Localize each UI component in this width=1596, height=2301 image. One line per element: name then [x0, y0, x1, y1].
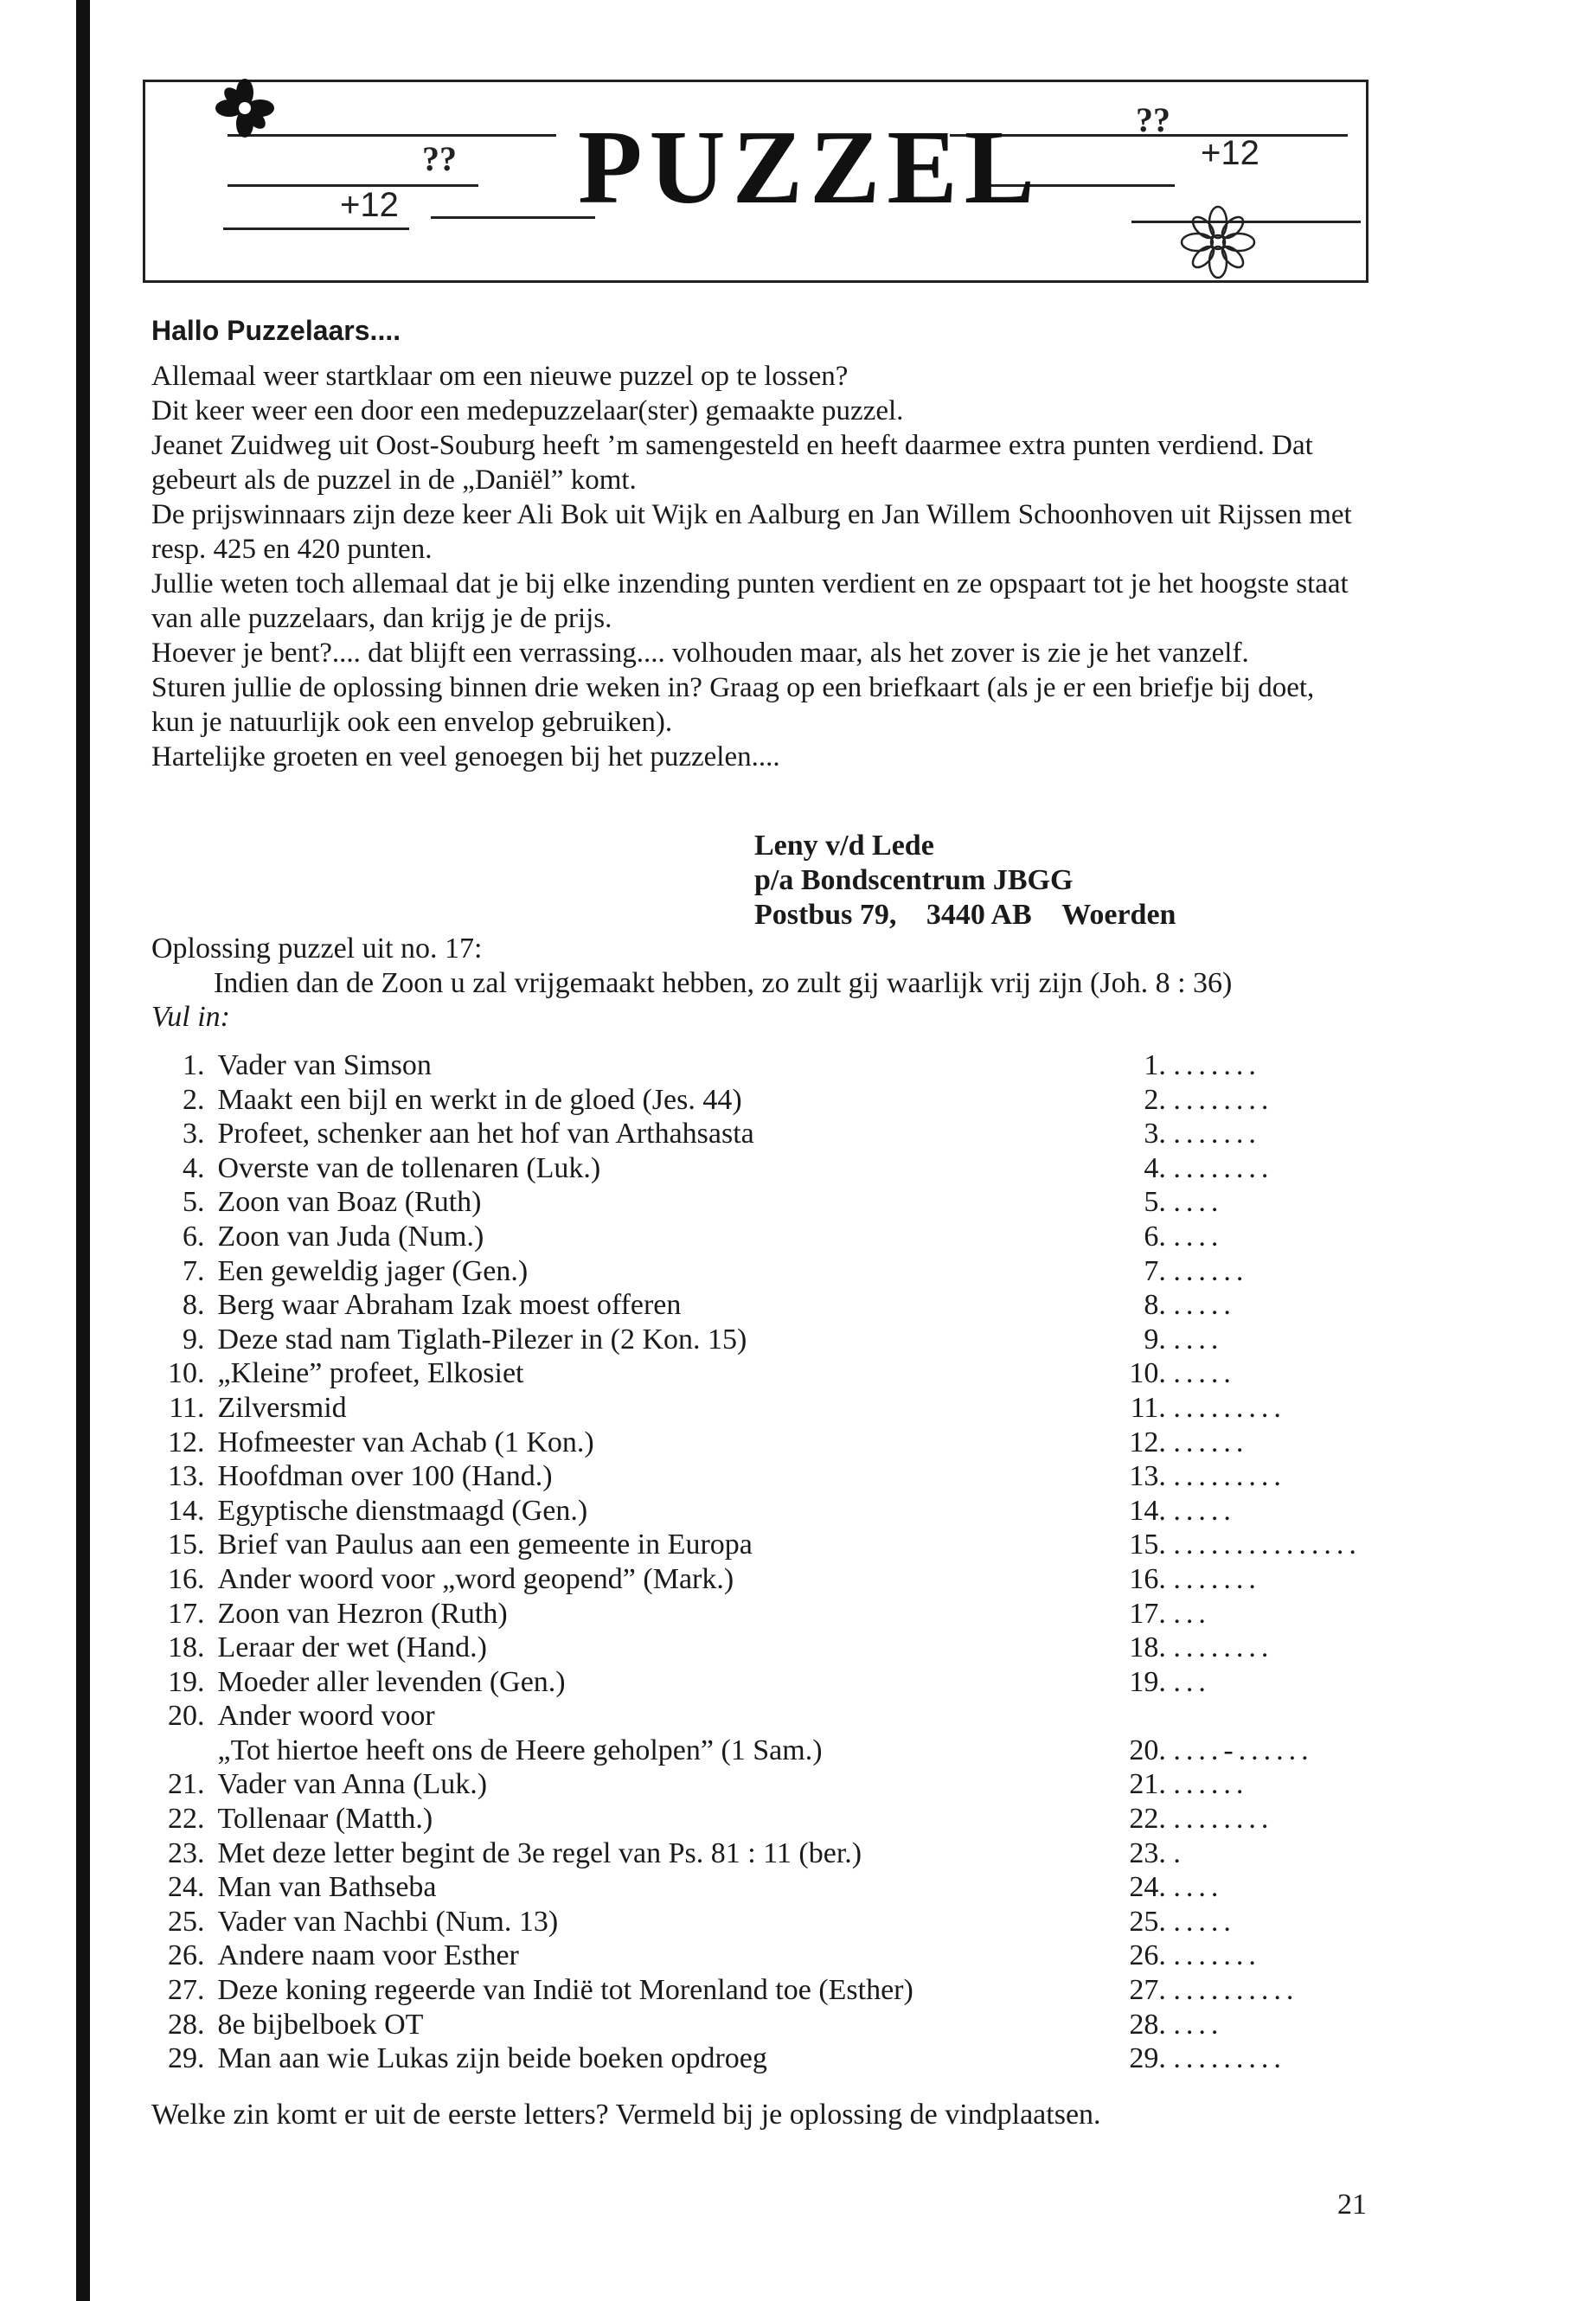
clue-text: Andere naam voor Esther [217, 1939, 519, 1972]
answer-slot-dots: ....... [1173, 1939, 1261, 1972]
answer-slot-dots: ... [1173, 1665, 1211, 1698]
answer-slot-number: 27. [1129, 1974, 1166, 2007]
clue-text: Een geweldig jager (Gen.) [217, 1254, 529, 1287]
answer-slot [1114, 2008, 1406, 2042]
answer-slot-number: 4. [1144, 1151, 1166, 1184]
clue-row [151, 1631, 1406, 1665]
banner-question-marks: ?? [1136, 100, 1170, 139]
clue-text: Zoon van Juda (Num.) [217, 1220, 484, 1253]
clue-row [151, 1323, 1406, 1357]
closing-question: Welke zin komt er uit de eerste letters? Vermeld bij je oplossing de vindplaatsen. [151, 2099, 1101, 2131]
signature-city: Woerden [1061, 899, 1176, 931]
clue-text: Met deze letter begint de 3e regel van Ps. 81 : 11 (ber.) [217, 1836, 862, 1869]
solution-text: Indien dan de Zoon u zal vrijgemaakt hebben, zo zult gij waarlijk vrij zijn (Joh. 8 : 36) [214, 967, 1233, 999]
clue-number: 16. [167, 1562, 205, 1595]
clue-number: 21. [167, 1768, 205, 1801]
intro-line: Jeanet Zuidweg uit Oost-Souburg heeft ’m samengesteld en heeft daarmee extra punten verdiend. Dat gebeurt als de puzzel in de „Daniël” komt. [151, 430, 1313, 496]
clue-row [151, 1117, 1406, 1151]
answer-slot-number: 26. [1129, 1939, 1166, 1972]
answer-slot-dots: ......... [1173, 1391, 1286, 1424]
signature-postcode: 3440 AB [926, 899, 1032, 931]
answer-slot-dots: .... [1173, 2008, 1224, 2041]
answer-slot [1114, 1597, 1406, 1631]
clue-number: 13. [167, 1460, 205, 1493]
answer-slot-number: 7. [1144, 1254, 1166, 1287]
puzzle-banner [143, 80, 1368, 283]
clue-text: „Tot hiertoe heeft ons de Heere geholpen” (1 Sam.) [217, 1734, 823, 1766]
answer-slot [1114, 1083, 1406, 1118]
page-number: 21 [1337, 2189, 1367, 2221]
flower-icon [210, 74, 279, 143]
clue-number: 5. [182, 1186, 205, 1219]
instruction-label: Vul in: [151, 1001, 230, 1033]
clue-row [151, 1665, 1406, 1700]
answer-slot [1114, 1117, 1406, 1151]
clue-text: Zilversmid [217, 1391, 347, 1424]
answer-slot [1114, 1185, 1406, 1220]
answer-slot [1114, 1426, 1406, 1460]
clue-text: Vader van Simson [217, 1049, 432, 1081]
clue-text: Berg waar Abraham Izak moest offeren [217, 1289, 682, 1322]
previous-solution [151, 932, 1232, 1001]
clue-row [151, 1391, 1406, 1426]
clue-row [151, 1254, 1406, 1289]
clue-number: 28. [167, 2008, 205, 2041]
answer-slot-dots: ......... [1173, 2042, 1286, 2075]
answer-slot [1114, 1562, 1406, 1597]
answer-slot [1114, 1220, 1406, 1254]
answer-slot [1114, 1870, 1406, 1905]
clue-number: 7. [182, 1254, 205, 1287]
answer-slot-number: 25. [1129, 1905, 1166, 1938]
clue-row [151, 1356, 1406, 1391]
clue-text: Man aan wie Lukas zijn beide boeken opdroeg [217, 2042, 767, 2075]
clue-text: Profeet, schenker aan het hof van Arthahsasta [217, 1118, 754, 1150]
answer-slot [1114, 1665, 1406, 1700]
answer-slot [1114, 2041, 1406, 2076]
clue-row [151, 1939, 1406, 1973]
answer-slot-dots: ....-...... [1173, 1734, 1314, 1766]
clue-number: 10. [167, 1357, 205, 1390]
answer-slot-dots: ...... [1173, 1768, 1249, 1801]
answer-slot-dots: .......... [1173, 1974, 1299, 2007]
intro-line: Allemaal weer startklaar om een nieuwe puzzel op te lossen? [151, 361, 849, 392]
clue-row [151, 1426, 1406, 1460]
answer-slot [1114, 1288, 1406, 1323]
answer-slot-number: 19. [1129, 1665, 1166, 1698]
answer-slot-number: 5. [1144, 1186, 1166, 1219]
answer-slot [1114, 1254, 1406, 1289]
answer-slot [1114, 1905, 1406, 1939]
clue-row [151, 1836, 1406, 1871]
clue-text: Zoon van Hezron (Ruth) [217, 1597, 508, 1630]
answer-slot-dots: ........ [1173, 1631, 1274, 1664]
answer-slot-dots: ... [1173, 1597, 1211, 1630]
intro-line: De prijswinnaars zijn deze keer Ali Bok uit Wijk en Aalburg en Jan Willem Schoonhoven uit Rijssen met resp. 425 en 420 punten. [151, 499, 1352, 565]
clue-number: 26. [167, 1939, 205, 1972]
answer-slot-dots: ..... [1173, 1357, 1236, 1390]
clue-number: 19. [167, 1665, 205, 1698]
clue-row [151, 1083, 1406, 1118]
clue-row [151, 1151, 1406, 1186]
clue-number: 4. [182, 1151, 205, 1184]
answer-slot-number: 12. [1129, 1426, 1166, 1458]
answer-slot [1114, 1699, 1406, 1734]
intro-line: Hartelijke groeten en veel genoegen bij het puzzelen.... [151, 741, 780, 772]
answer-slot [1114, 1939, 1406, 1973]
clue-row [151, 1528, 1406, 1562]
clue-row [151, 1905, 1406, 1939]
clue-list [151, 1048, 1406, 2076]
answer-slot-dots: ........ [1173, 1151, 1274, 1184]
answer-slot-dots: ........ [1173, 1083, 1274, 1116]
answer-slot-number: 22. [1129, 1803, 1166, 1836]
clue-text: Zoon van Boaz (Ruth) [217, 1186, 482, 1219]
answer-slot [1114, 1836, 1406, 1871]
clue-number: 24. [167, 1871, 205, 1904]
answer-slot-dots: ....... [1173, 1118, 1261, 1150]
answer-slot-number: 13. [1129, 1460, 1166, 1493]
clue-number: 20. [167, 1700, 205, 1733]
clue-row [151, 1767, 1406, 1802]
clue-row [151, 1734, 1406, 1768]
answer-slot [1114, 1391, 1406, 1426]
clue-text: Man van Bathseba [217, 1871, 437, 1904]
answer-slot [1114, 1528, 1406, 1562]
clue-number: 11. [169, 1391, 205, 1424]
clue-text: Leraar der wet (Hand.) [217, 1631, 487, 1664]
answer-slot-number: 11. [1130, 1391, 1166, 1424]
answer-slot-number: 15. [1129, 1529, 1166, 1561]
answer-slot-dots: ...... [1173, 1426, 1249, 1458]
solution-label: Oplossing puzzel uit no. 17: [151, 933, 483, 965]
banner-title: PUZZEL [578, 109, 1042, 226]
answer-slot-number: 14. [1129, 1494, 1166, 1527]
answer-slot-dots: ......... [1173, 1460, 1286, 1493]
clue-text: Deze stad nam Tiglath-Pilezer in (2 Kon. 15) [217, 1323, 747, 1356]
clue-row [151, 1802, 1406, 1836]
clue-row [151, 1597, 1406, 1631]
clue-row [151, 1494, 1406, 1529]
clue-text: Ander woord voor „word geopend” (Mark.) [217, 1562, 734, 1595]
clue-number: 22. [167, 1803, 205, 1836]
answer-slot [1114, 1734, 1406, 1768]
answer-slot-dots: .... [1173, 1871, 1224, 1904]
clue-text: Vader van Nachbi (Num. 13) [217, 1905, 559, 1938]
banner-question-marks: ?? [422, 139, 457, 178]
answer-slot-number: 16. [1129, 1562, 1166, 1595]
answer-slot-dots: ............... [1173, 1529, 1362, 1561]
answer-slot [1114, 1973, 1406, 2008]
banner-line [223, 228, 409, 230]
signature-block [754, 829, 1176, 933]
clue-number: 17. [167, 1597, 205, 1630]
answer-slot [1114, 1356, 1406, 1391]
answer-slot [1114, 1151, 1406, 1186]
clue-row [151, 1220, 1406, 1254]
answer-slot-dots: ..... [1173, 1905, 1236, 1938]
clue-row [151, 1459, 1406, 1494]
clue-number: 18. [167, 1631, 205, 1664]
clue-row [151, 2008, 1406, 2042]
answer-slot-number: 17. [1129, 1597, 1166, 1630]
answer-slot-number: 6. [1144, 1220, 1166, 1253]
answer-slot [1114, 1802, 1406, 1836]
answer-slot-dots: ...... [1173, 1254, 1249, 1287]
clue-text: Egyptische dienstmaagd (Gen.) [217, 1494, 588, 1527]
banner-line [431, 216, 595, 219]
banner-plus-right: +12 [1201, 134, 1259, 172]
answer-slot-number: 9. [1144, 1323, 1166, 1356]
clue-row [151, 1562, 1406, 1597]
answer-slot-number: 24. [1129, 1871, 1166, 1904]
clue-text: Ander woord voor [217, 1700, 435, 1733]
answer-slot-number: 2. [1144, 1083, 1166, 1116]
answer-slot [1114, 1494, 1406, 1529]
clue-text: 8e bijbelboek OT [217, 2008, 424, 2041]
intro-text [151, 359, 1362, 774]
answer-slot-number: 21. [1129, 1768, 1166, 1801]
clue-number: 29. [167, 2042, 205, 2075]
answer-slot-number: 3. [1144, 1118, 1166, 1150]
clue-number: 14. [167, 1494, 205, 1527]
clue-text: Hoofdman over 100 (Hand.) [217, 1460, 553, 1493]
clue-text: Brief van Paulus aan een gemeente in Europa [217, 1529, 753, 1561]
answer-slot-number: 18. [1129, 1631, 1166, 1664]
clue-row [151, 1973, 1406, 2008]
signature-name: Leny v/d Lede [754, 830, 934, 862]
answer-slot-dots: .... [1173, 1186, 1224, 1219]
clue-number: 1. [182, 1049, 205, 1081]
answer-slot-number: 8. [1144, 1289, 1166, 1322]
answer-slot-dots: .... [1173, 1220, 1224, 1253]
flower-outline-icon [1175, 203, 1261, 281]
clue-number: 27. [167, 1974, 205, 2007]
signature-address [754, 898, 1176, 933]
signature-box: Postbus 79, [754, 899, 897, 931]
answer-slot-dots: ....... [1173, 1049, 1261, 1081]
answer-slot-number: 28. [1129, 2008, 1166, 2041]
clue-row [151, 1870, 1406, 1905]
intro-line: Jullie weten toch allemaal dat je bij elke inzending punten verdient en ze opspaart tot je het hoogste staat van alle puzzelaars, dan krijg je de prijs. [151, 568, 1349, 634]
answer-slot-number: 10. [1129, 1357, 1166, 1390]
answer-slot-dots: ..... [1173, 1494, 1236, 1527]
greeting-heading: Hallo Puzzelaars.... [151, 315, 401, 346]
answer-slot-dots: ..... [1173, 1289, 1236, 1322]
answer-slot-dots: ....... [1173, 1562, 1261, 1595]
answer-slot-dots: . [1173, 1836, 1186, 1869]
intro-line: Dit keer weer een door een medepuzzelaar(ster) gemaakte puzzel. [151, 395, 904, 426]
answer-slot-number: 29. [1129, 2042, 1166, 2075]
answer-slot [1114, 1323, 1406, 1357]
clue-number: 15. [167, 1529, 205, 1561]
clue-text: Maakt een bijl en werkt in de gloed (Jes. 44) [217, 1083, 742, 1116]
answer-slot [1114, 1767, 1406, 1802]
clue-number: 9. [182, 1323, 205, 1356]
answer-slot-number: 20. [1129, 1734, 1166, 1766]
clue-number: 8. [182, 1289, 205, 1322]
clue-text: Moeder aller levenden (Gen.) [217, 1665, 566, 1698]
answer-slot-number: 23. [1129, 1836, 1166, 1869]
clue-row [151, 1699, 1406, 1734]
clue-row [151, 1185, 1406, 1220]
clue-row [151, 1288, 1406, 1323]
clue-row [151, 2041, 1406, 2076]
clue-text: Deze koning regeerde van Indië tot Morenland toe (Esther) [217, 1974, 913, 2007]
intro-line: Sturen jullie de oplossing binnen drie weken in? Graag op een briefkaart (als je er een briefje bij doet, kun je natuurlijk ook een envelop gebruiken). [151, 672, 1315, 738]
clue-number: 2. [182, 1083, 205, 1116]
banner-plus-left: +12 [340, 186, 399, 224]
clue-text: „Kleine” profeet, Elkosiet [217, 1357, 524, 1390]
signature-org: p/a Bondscentrum JBGG [754, 864, 1074, 896]
clue-number: 3. [182, 1118, 205, 1150]
clue-number: 25. [167, 1905, 205, 1938]
clue-row [151, 1048, 1406, 1083]
answer-slot-number: 1. [1144, 1049, 1166, 1081]
clue-number: 23. [167, 1836, 205, 1869]
answer-slot [1114, 1048, 1406, 1083]
page-spine-bar [76, 0, 90, 2301]
clue-number: 6. [182, 1220, 205, 1253]
clue-text: Vader van Anna (Luk.) [217, 1768, 488, 1801]
answer-slot [1114, 1631, 1406, 1665]
clue-text: Tollenaar (Matth.) [217, 1803, 433, 1836]
clue-text: Overste van de tollenaren (Luk.) [217, 1151, 601, 1184]
clue-number: 12. [167, 1426, 205, 1458]
answer-slot [1114, 1459, 1406, 1494]
clue-text: Hofmeester van Achab (1 Kon.) [217, 1426, 594, 1458]
intro-line: Hoever je bent?.... dat blijft een verrassing.... volhouden maar, als het zover is zie je het vanzelf. [151, 638, 1249, 669]
answer-slot-dots: .... [1173, 1323, 1224, 1356]
answer-slot-dots: ........ [1173, 1803, 1274, 1836]
